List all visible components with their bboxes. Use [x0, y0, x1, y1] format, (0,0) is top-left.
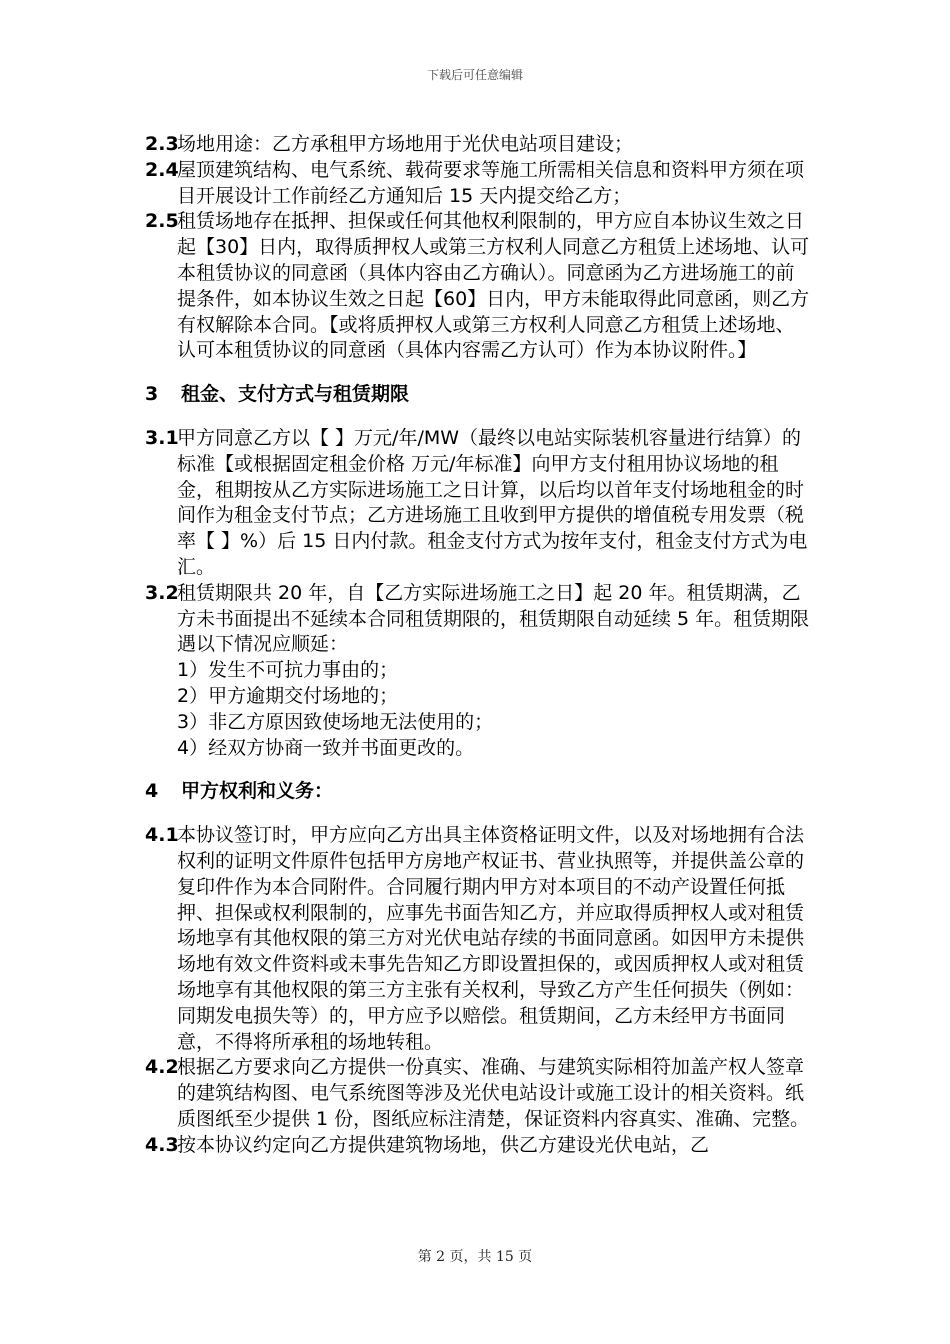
- clause-number: 2.3: [145, 133, 179, 155]
- clause-number: 2.4: [145, 158, 179, 181]
- section-heading-3: [145, 382, 810, 408]
- clause-text: 甲方同意乙方以【 】万元/年/MW（最终以电站实际装机容量进行结算）的标准【或根据固定租金价格 万元/年标准】向甲方支付租用协议场地的租金，租期按从乙方实际进场施工之日计算，以后均以首年支付场地租金的时间作为租金支付节点；乙方进场施工且收到甲方提供的增值税专用发票（税率【 】%）后 15 日内付款。租金支付方式为按年支付，租金支付方式为电汇。: [177, 426, 808, 578]
- clause-number: 3.2: [145, 581, 179, 604]
- list-item: 4）经双方协商一致并书面更改的。: [177, 736, 475, 759]
- clause-text: 场地用途：乙方承租甲方场地用于光伏电站项目建设；: [177, 133, 634, 155]
- clause-number: 2.5: [145, 210, 179, 233]
- clause-2-5: [145, 209, 810, 364]
- clause-text: 租赁场地存在抵押、担保或任何其他权利限制的，甲方应自本协议生效之日起【30】日内，取得质押权人或第三方权利人同意乙方租赁上述场地、认可本租赁协议的同意函（具体内容由乙方确认）。同意函为乙方进场施工的前提条件，如本协议生效之日起【60】日内，甲方未能取得此同意函，则乙方有权解除本合同。【或将质押权人或第三方权利人同意乙方租赁上述场地、认可本租赁协议的同意函（具体内容需乙方认可）作为本协议附件。】: [177, 210, 810, 362]
- section-heading-4: [145, 779, 810, 805]
- section-title: 租金、支付方式与租赁期限: [181, 383, 410, 406]
- clause-text: 租赁期限共 20 年，自【乙方实际进场施工之日】起 20 年。租赁期满，乙方未书面提出不延续本合同租赁期限的，租赁期限自动延续 5 年。租赁期限遇以下情况应顺延：: [177, 581, 810, 656]
- clause-4-2: [145, 1055, 810, 1132]
- clause-number: 4.2: [145, 1056, 179, 1079]
- list-item: 3）非乙方原因致使场地无法使用的；: [177, 710, 494, 733]
- section-number: 3: [145, 383, 159, 406]
- clause-number: 4.1: [145, 824, 179, 847]
- page-footer: 第 2 页，共 15 页: [417, 1249, 533, 1265]
- clause-3-2: [145, 581, 810, 658]
- clause-text: 屋顶建筑结构、电气系统、载荷要求等施工所需相关信息和资料甲方须在项目开展设计工作前经乙方通知后 15 天内提交给乙方；: [177, 158, 805, 207]
- clause-4-3: [145, 1133, 810, 1159]
- section-title: 甲方权利和义务：: [181, 780, 334, 803]
- clause-3-1: [145, 426, 810, 581]
- section-number: 4: [145, 780, 159, 803]
- list-item: 1）发生不可抗力事由的；: [177, 659, 399, 682]
- clause-4-1: [145, 823, 810, 1055]
- clause-2-4: [145, 158, 810, 210]
- clause-number: 3.1: [145, 426, 179, 449]
- document-body: [145, 132, 810, 1158]
- clause-text: 本协议签订时，甲方应向乙方出具主体资格证明文件，以及对场地拥有合法权利的证明文件原件包括甲方房地产权证书、营业执照等，并提供盖公章的复印件作为本合同附件。合同履行期内甲方对本项目的不动产设置任何抵押、担保或权利限制的，应事先书面告知乙方，并应取得质押权人或对租赁场地享有其他权限的第三方对光伏电站存续的书面同意函。如因甲方未提供场地有效文件资料或未事先告知乙方即设置担保的，或因质押权人或对租赁场地享有其他权限的第三方主张有关权利，导致乙方产生任何损失（例如：同期发电损失等）的，甲方应予以赔偿。租赁期间，乙方未经甲方书面同意，不得将所承租的场地转租。: [177, 824, 805, 1053]
- clause-text: 按本协议约定向乙方提供建筑物场地，供乙方建设光伏电站，乙: [177, 1133, 710, 1156]
- list-item: 2）甲方逾期交付场地的；: [177, 684, 399, 707]
- page-header: 下载后可任意编辑: [426, 68, 523, 82]
- clause-2-3: [145, 132, 810, 158]
- clause-text: 根据乙方要求向乙方提供一份真实、准确、与建筑实际相符加盖产权人签章的建筑结构图、电气系统图等涉及光伏电站设计或施工设计的相关资料。纸质图纸至少提供 1 份，图纸应标注清楚，保证资料内容真实、准确、完整。: [177, 1056, 810, 1130]
- clause-number: 4.3: [145, 1133, 179, 1156]
